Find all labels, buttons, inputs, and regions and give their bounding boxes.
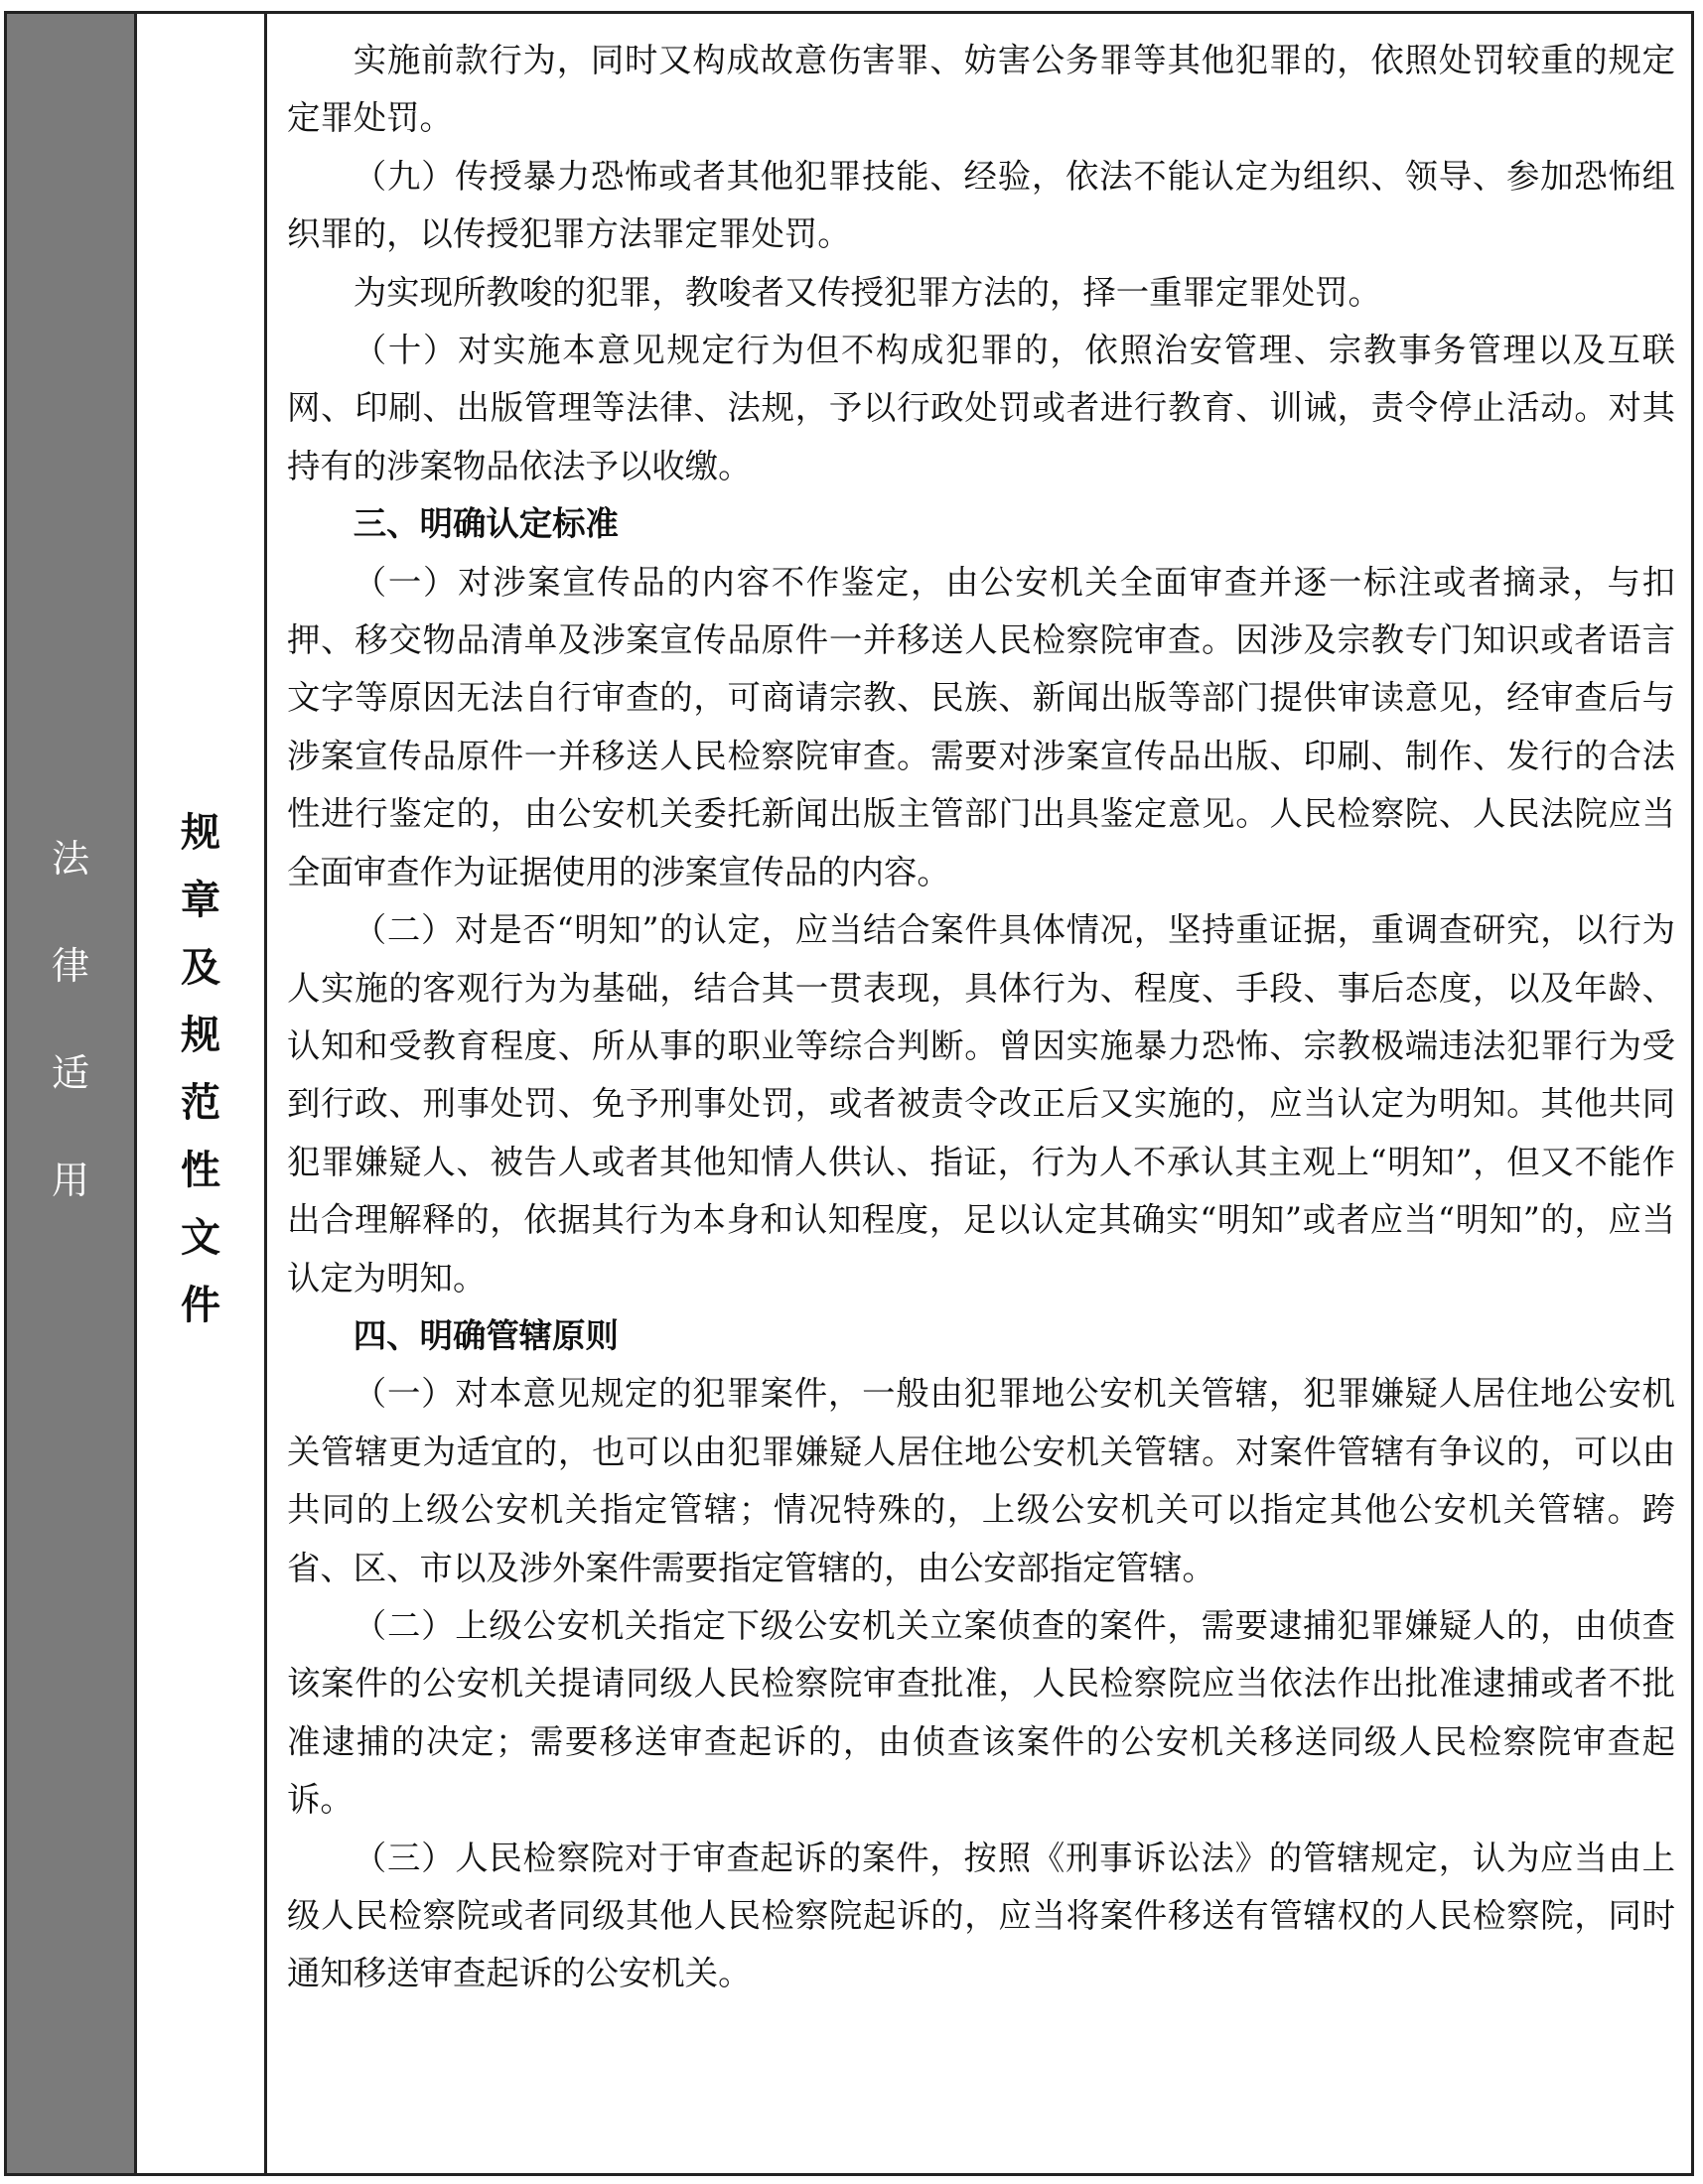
subcategory-char: 及 xyxy=(181,944,220,991)
content-column xyxy=(267,14,1691,2173)
subcategory-char: 范 xyxy=(181,1079,220,1126)
subcategory-char: 文 xyxy=(181,1214,220,1261)
category-char: 用 xyxy=(51,1158,89,1202)
subcategory-char: 章 xyxy=(181,877,220,923)
paragraph: （一）对涉案宣传品的内容不作鉴定，由公安机关全面审查并逐一标注或者摘录，与扣押、移交物品清单及涉案宣传品原件一并移送人民检察院审查。因涉及宗教专门知识或者语言文字等原因无法自行审查的，可商请宗教、民族、新闻出版等部门提供审读意见，经审查后与涉案宣传品原件一并移送人民检察院审查。需要对涉案宣传品出版、印刷、制作、发行的合法性进行鉴定的，由公安机关委托新闻出版主管部门出具鉴定意见。人民检察院、人民法院应当全面审查作为证据使用的涉案宣传品的内容。 xyxy=(287,562,1675,891)
section-heading: 三、明确认定标准 xyxy=(353,504,619,544)
paragraph: （九）传授暴力恐怖或者其他犯罪技能、经验，依法不能认定为组织、领导、参加恐怖组织罪的，以传授犯罪方法罪定罪处罚。 xyxy=(287,156,1675,254)
document-table xyxy=(4,11,1694,2176)
section-heading: 四、明确管辖原则 xyxy=(353,1315,619,1355)
paragraph: 实施前款行为，同时又构成故意伤害罪、妨害公务罪等其他犯罪的，依照处罚较重的规定定罪处罚。 xyxy=(287,41,1675,138)
paragraph: （十）对实施本意见规定行为但不构成犯罪的，依照治安管理、宗教事务管理以及互联网、印刷、出版管理等法律、法规，予以行政处罚或者进行教育、训诫，责令停止活动。对其持有的涉案物品依法予以收缴。 xyxy=(287,331,1675,485)
category-char: 律 xyxy=(51,943,89,988)
category-label xyxy=(52,805,89,1234)
category-char: 适 xyxy=(51,1050,89,1095)
subcategory-char: 性 xyxy=(181,1147,220,1193)
subcategory-char: 件 xyxy=(181,1282,220,1328)
category-char: 法 xyxy=(51,836,89,881)
subcategory-char: 规 xyxy=(181,1012,220,1058)
category-column xyxy=(7,14,137,2173)
paragraph: （一）对本意见规定的犯罪案件，一般由犯罪地公安机关管辖，犯罪嫌疑人居住地公安机关管辖更为适宜的，也可以由犯罪嫌疑人居住地公安机关管辖。对案件管辖有争议的，可以由共同的上级公安机关指定管辖；情况特殊的，上级公安机关可以指定其他公安机关管辖。跨省、区、市以及涉外案件需要指定管辖的，由公安部指定管辖。 xyxy=(287,1374,1675,1587)
paragraph: （二）上级公安机关指定下级公安机关立案侦查的案件，需要逮捕犯罪嫌疑人的，由侦查该案件的公安机关提请同级人民检察院审查批准，人民检察院应当依法作出批准逮捕或者不批准逮捕的决定；需要移送审查起诉的，由侦查该案件的公安机关移送同级人民检察院审查起诉。 xyxy=(287,1605,1675,1820)
subcategory-column xyxy=(137,14,267,2173)
subcategory-char: 规 xyxy=(181,809,220,856)
subcategory-label xyxy=(181,799,220,1339)
paragraph: （二）对是否“明知”的认定，应当结合案件具体情况，坚持重证据，重调查研究，以行为人实施的客观行为为基础，结合其一贯表现，具体行为、程度、手段、事后态度，以及年龄、认知和受教育程度、所从事的职业等综合判断。曾因实施暴力恐怖、宗教极端违法犯罪行为受到行政、刑事处罚、免予刑事处罚，或者被责令改正后又实施的，应当认定为明知。其他共同犯罪嫌疑人、被告人或者其他知情人供认、指证，行为人不承认其主观上“明知”，但又不能作出合理解释的，依据其行为本身和认知程度，足以认定其确实“明知”或者应当“明知”的，应当认定为明知。 xyxy=(287,910,1675,1297)
paragraph: （三）人民检察院对于审查起诉的案件，按照《刑事诉讼法》的管辖规定，认为应当由上级人民检察院或者同级其他人民检察院起诉的，应当将案件移送有管辖权的人民检察院，同时通知移送审查起诉的公安机关。 xyxy=(287,1838,1675,1993)
paragraph: 为实现所教唆的犯罪，教唆者又传授犯罪方法的，择一重罪定罪处罚。 xyxy=(353,272,1381,312)
